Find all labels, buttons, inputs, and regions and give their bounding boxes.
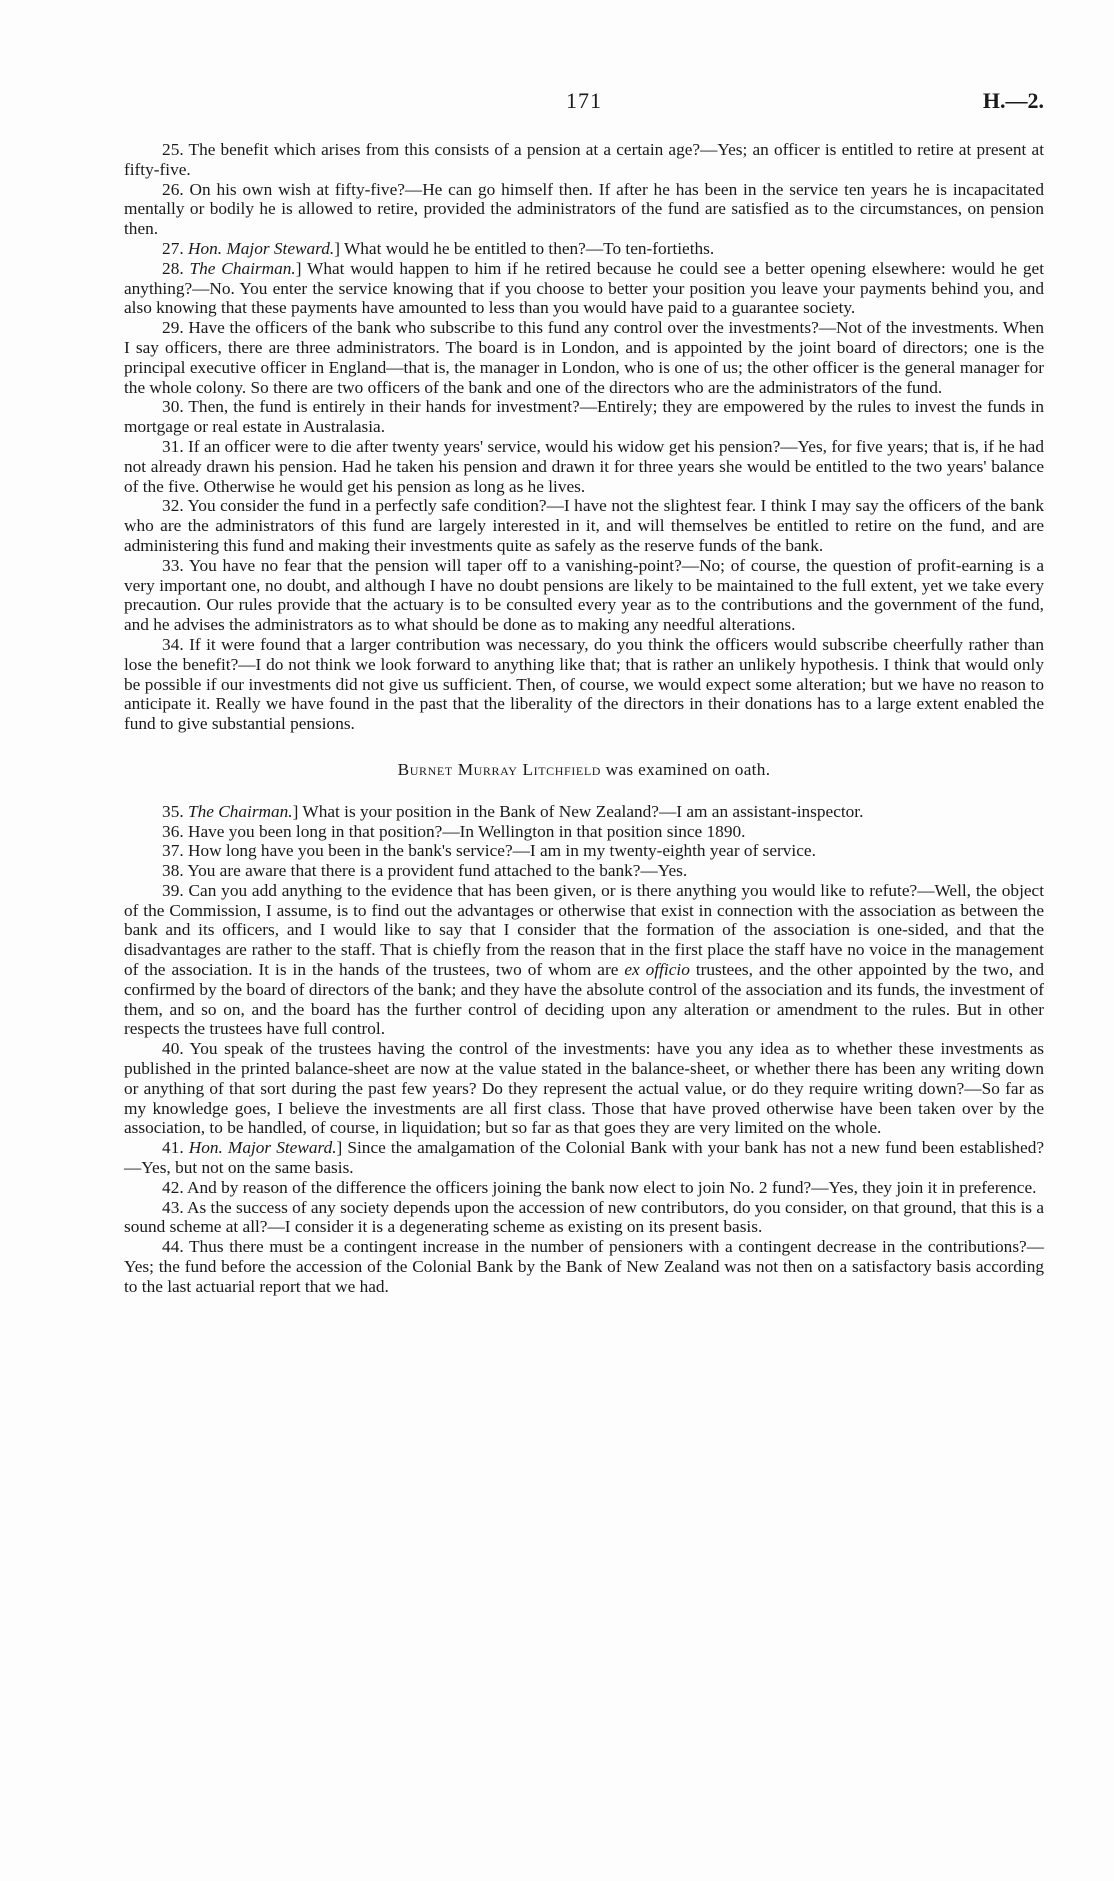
witness-heading-text: was examined on oath. (601, 759, 771, 779)
paragraph-text: trustees, and the other appointed by the two, and confirmed by the board of directors of the bank; and they have the absolute control of the association and its funds, the investment of them, and so on, and the board has the further control of deciding upon any alteration or amendment to the rules. But in other respects the trustees have full control. (124, 960, 1044, 1039)
paragraph-36: 36. Have you been long in that position?—In Wellington in that position since 1890. (162, 821, 746, 841)
paragraph-40: 40. You speak of the trustees having the control of the investments: have you any idea as to whether these investments as published in the printed balance-sheet are now at the value stated in the balance-sheet, or whether there has been any writing down or anything of that sort during the past few years? Do they represent the actual value, or do they require writing down?—So far as my knowledge goes, I believe the investments are all first class. Those that have proved otherwise have been taken over by the association, to be handled, of course, in liquidation; but so far as that goes they are very limited on the whole. (124, 1039, 1044, 1138)
paragraph-32: 32. You consider the fund in a perfectly safe condition?—I have not the slightest fear. I think I may say the officers of the bank who are the administrators of this fund are largely interested in it, and will themselves be entitled to retire on the fund, and are administering this fund and making their investments quite as safely as the reserve funds of the bank. (124, 496, 1044, 555)
page-number: 171 (566, 88, 602, 113)
paragraph-39: 39. Can you add anything to the evidence that has been given, or is there anything you would like to refute?—Well, the object of the Commission, I assume, is to find out the advantages or otherwise that exist in connection with the association as between the bank and its officers, and I would like to say that I consider that the formation of the association is one-sided, and that the disadvantages are rather to the staff. That is chiefly from the reason that in the first place the staff have no voice in the management of the association. It is in the hands of the trustees, two of whom are ex officio trustees, and the other appointed by the two, and confirmed by the board of directors of the bank; and they have the absolute control of the association and its funds, the investment of them, and so on, and the board has the further control of deciding upon any alteration or amendment to the rules. But in other respects the trustees have full control. (124, 880, 1045, 1039)
paragraph-27: 27. Hon. Major Steward.] What would he be entitled to then?—To ten-fortieths. (162, 238, 715, 258)
witness-name: Burnet Murray Litchfield (397, 759, 602, 779)
paragraph-35: 35. The Chairman.] What is your position in the Bank of New Zealand?—I am an assistant-inspector. (162, 801, 864, 821)
paragraph-38: 38. You are aware that there is a provident fund attached to the bank?—Yes. (162, 861, 688, 881)
speaker-name: The Chairman. (189, 258, 296, 278)
paragraph-text: ] Since the amalgamation of the Colonial Bank with your bank has not a new fund been established?—Yes, but not on the same basis. (124, 1138, 1045, 1178)
paragraph-44: 44. Thus there must be a contingent increase in the number of pensioners with a contingent decrease in the contributions?—Yes; the fund before the accession of the Colonial Bank by the Bank of New Zealand was not then on a satisfactory basis according to the last actuarial report that we had. (124, 1237, 1044, 1296)
paragraph-30: 30. Then, the fund is entirely in their hands for investment?—Entirely; they are empowered by the rules to invest the funds in mortgage or real estate in Australasia. (124, 397, 1044, 437)
paragraph-42: 42. And by reason of the difference the officers joining the bank now elect to join No. 2 fund?—Yes, they join it in preference. (162, 1177, 1037, 1197)
paragraph-text: ] What would happen to him if he retired because he could see a better opening elsewhere: would he get anything?—No. You enter the service knowing that if you choose to better your position you leave your payments behind you, and also knowing that these payments have amounted to less than you would have paid to a guarantee society. (124, 258, 1044, 318)
italic-phrase: ex officio (624, 960, 690, 980)
paragraph-31: 31. If an officer were to die after twenty years' service, would his widow get his pension?—Yes, for five years; that is, if he had not already drawn his pension. Had he taken his pension and drawn it for three years she would be entitled to the two years' balance of the five. Otherwise he would get his pension as long as he lives. (124, 436, 1044, 496)
paragraph-text: ] What is your position in the Bank of New Zealand?—I am an assistant-inspector. (292, 801, 864, 821)
paragraph-43: 43. As the success of any society depends upon the accession of new contributors, do you consider, on that ground, that this is a sound scheme at all?—I consider it is a degenerating scheme as existing on its present basis. (124, 1197, 1044, 1237)
paragraph-34: 34. If it were found that a larger contribution was necessary, do you think the officers would subscribe cheerfully rather than lose the benefit?—I do not think we look forward to anything like that; that is rather an unlikely hypothesis. I think that would only be possible if our investments did not give us sufficient. Then, of course, we would expect some alteration; but we have no reason to anticipate it. Really we have found in the past that the liberality of the directors in their donations has to a large extent enabled the fund to give substantial pensions. (124, 634, 1044, 734)
paragraph-text: Can you add anything to the evidence that has been given, or is there anything you would like to refute?—Well, the object of the Commission, I assume, is to find out the advantages or otherwise that exist in connection with the association as between the bank and its officers, and I would like to say that I consider that the formation of the association is one-sided, and that the disadvantages are rather to the staff. That is chiefly from the reason that in the first place the staff have no voice in the management of the association. It is in the hands of the trustees, two of whom are (124, 880, 1045, 980)
paragraph-29: 29. Have the officers of the bank who subscribe to this fund any control over the investments?—Not of the investments. When I say officers, there are three administrators. The board is in London, and is appointed by the joint board of directors; one is the principal executive officer in England—that is, the manager in London, who is one of us; the other officer is the general manager for the whole colony. So there are two officers of the bank and one of the directors who are the administrators of the fund. (124, 318, 1044, 397)
paragraph-37: 37. How long have you been in the bank's service?—I am in my twenty-eighth year of service. (162, 841, 816, 861)
speaker-name: Hon. Major Steward. (187, 238, 335, 258)
speaker-name: The Chairman. (187, 801, 293, 821)
paragraph-text: ] What would he be entitled to then?—To ten-fortieths. (334, 238, 715, 258)
paragraph-41: 41. Hon. Major Steward.] Since the amalgamation of the Colonial Bank with your bank has not a new fund been established?—Yes, but not on the same basis. (124, 1138, 1045, 1178)
body-text (124, 140, 1044, 1297)
witness-heading (124, 760, 1044, 780)
paragraph-26: 26. On his own wish at fifty-five?—He can go himself then. If after he has been in the service ten years he is incapacitated mentally or bodily he is allowed to retire, provided the administrators of the fund are satisfied as to the circumstances, on pension then. (124, 179, 1044, 239)
paragraph-28: 28. The Chairman.] What would happen to him if he retired because he could see a better opening elsewhere: would he get anything?—No. You enter the service knowing that if you choose to better your position you leave your payments behind you, and also knowing that these payments have amounted to less than you would have paid to a guarantee society. (124, 258, 1044, 318)
paragraph-25: 25. The benefit which arises from this consists of a pension at a certain age?—Yes; an officer is entitled to retire at present at fifty-five. (124, 140, 1044, 179)
page-header (124, 88, 1044, 118)
document-code: H.—2. (982, 88, 1044, 113)
paragraph-33: 33. You have no fear that the pension will taper off to a vanishing-point?—No; of course, the question of profit-earning is a very important one, no doubt, and although I have no doubt pensions are likely to be maintained to the full extent, yet we take every precaution. Our rules provide that the actuary is to be consulted every year as to the contributions and the government of the fund, and he advises the administrators as to what should be done as to making any needful alterations. (124, 555, 1044, 635)
speaker-name: Hon. Major Steward. (188, 1138, 337, 1158)
